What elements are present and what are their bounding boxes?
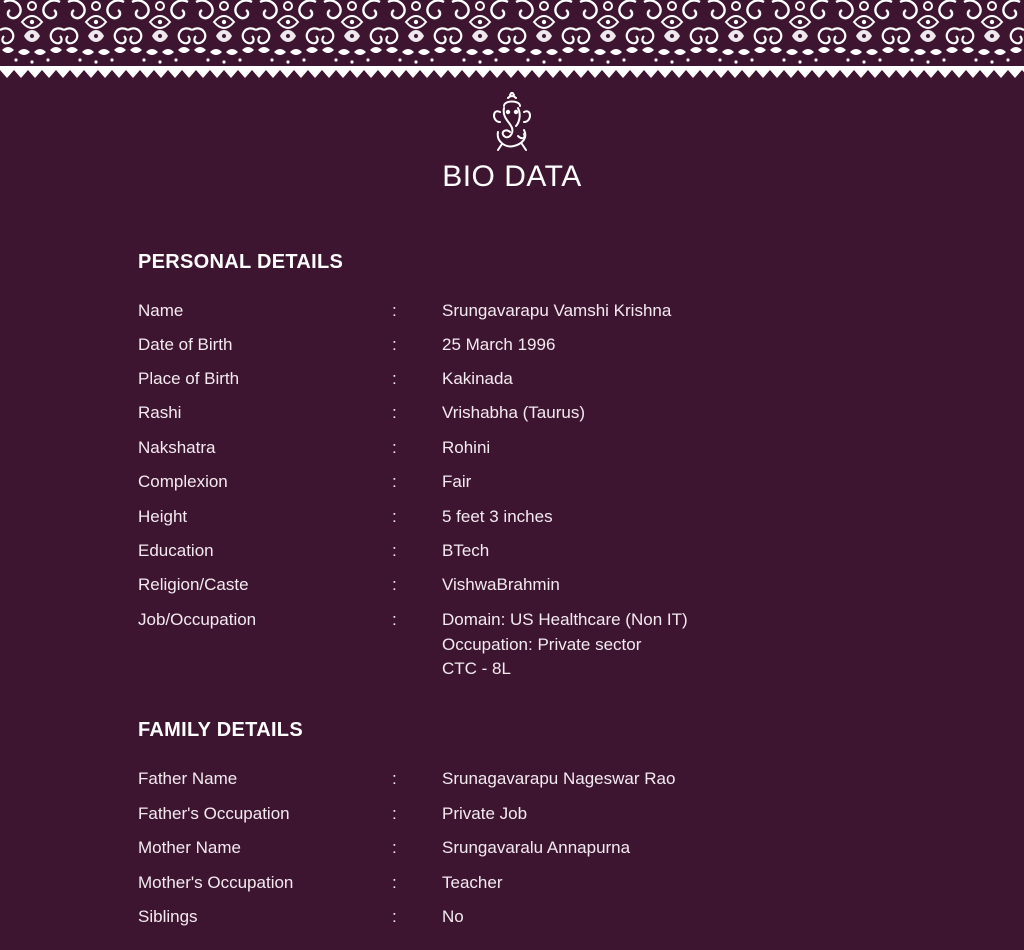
detail-label: Job/Occupation [138,610,257,629]
page-title: BIO DATA [442,160,582,193]
detail-value: Srungavarapu Vamshi Krishna [442,301,672,320]
detail-separator: : [392,369,397,388]
detail-value: Fair [442,472,472,491]
personal-details-heading: PERSONAL DETAILS [138,251,344,273]
detail-label: Mother Name [138,838,241,857]
detail-label: Date of Birth [138,335,233,354]
detail-label: Height [138,507,188,526]
occupation-line: Occupation: Private sector [442,634,642,654]
detail-label: Education [138,541,214,560]
detail-label: Mother's Occupation [138,873,294,892]
detail-separator: : [392,838,397,857]
detail-separator: : [392,804,397,823]
detail-separator: : [392,769,397,788]
detail-label: Nakshatra [138,438,216,457]
occupation-line: CTC - 8L [442,659,511,678]
detail-value: Rohini [442,438,491,457]
detail-separator: : [392,301,397,320]
detail-value: Teacher [442,873,503,892]
decorative-border [0,0,1024,82]
detail-value: No [442,907,464,926]
detail-value [442,608,688,682]
detail-separator: : [392,507,397,526]
detail-separator: : [392,472,397,491]
document-header [0,92,1024,194]
ganesha-icon [488,92,536,152]
detail-value: 5 feet 3 inches [442,507,553,526]
detail-label: Father's Occupation [138,804,290,823]
detail-label: Name [138,301,184,320]
detail-separator: : [392,610,397,629]
detail-separator: : [392,575,397,594]
detail-separator: : [392,403,397,422]
detail-label: Father Name [138,769,238,788]
detail-separator: : [392,438,397,457]
detail-label: Place of Birth [138,369,240,388]
detail-value: Private Job [442,804,528,823]
detail-value: VishwaBrahmin [442,575,560,594]
detail-separator: : [392,541,397,560]
detail-value: Srunagavarapu Nageswar Rao [442,769,676,788]
detail-label: Siblings [138,907,198,926]
detail-value: Srungavaralu Annapurna [442,838,631,857]
detail-value: Vrishabha (Taurus) [442,403,585,422]
occupation-line: Domain: US Healthcare (Non IT) [442,610,688,629]
detail-separator: : [392,873,397,892]
detail-separator: : [392,907,397,926]
detail-value: BTech [442,541,490,560]
detail-label: Religion/Caste [138,575,249,594]
detail-label: Complexion [138,472,228,491]
detail-value: 25 March 1996 [442,335,556,354]
detail-separator: : [392,335,397,354]
detail-label: Rashi [138,403,182,422]
family-details-heading: FAMILY DETAILS [138,719,303,741]
detail-value: Kakinada [442,369,513,388]
